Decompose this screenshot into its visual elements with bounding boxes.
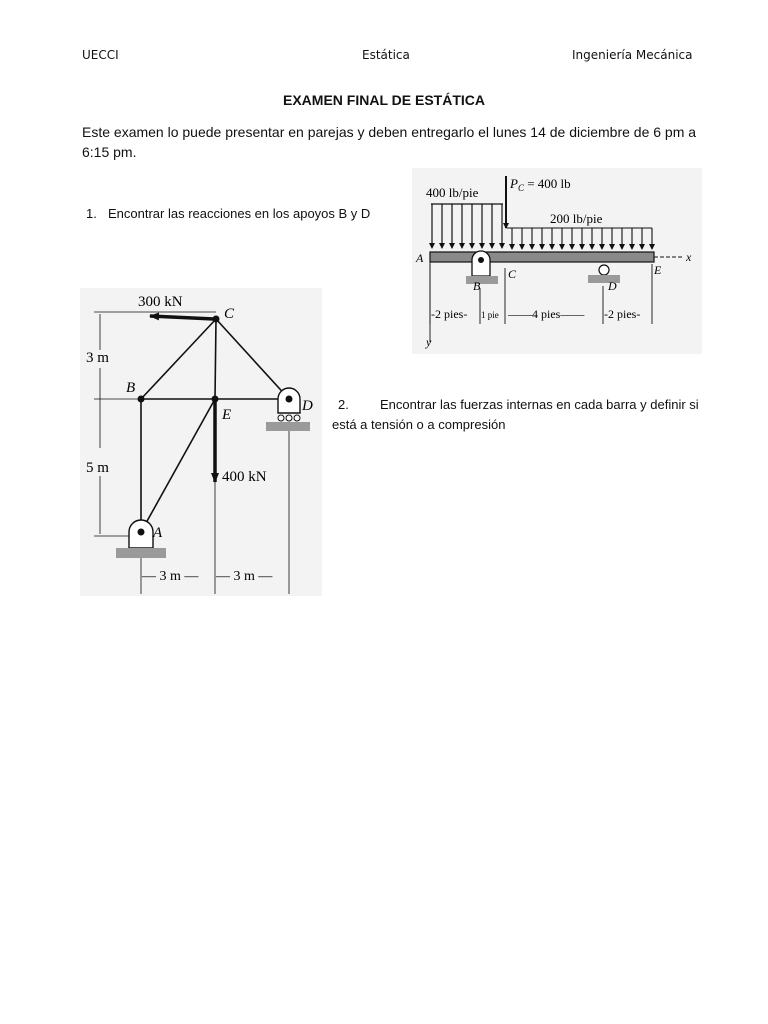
x-axis-label: x: [686, 250, 692, 264]
node-a-label: A: [153, 525, 163, 541]
exam-title: EXAMEN FINAL DE ESTÁTICA: [283, 92, 485, 108]
roller-support-d: [599, 265, 609, 275]
force-vertical-label: 400 kN: [222, 469, 267, 485]
header-right: Ingeniería Mecánica: [572, 48, 693, 62]
dim-horizontal-left-label: — 3 m —: [142, 569, 199, 584]
question-2-number: 2.: [338, 397, 349, 412]
beam: [430, 252, 654, 262]
question-2: [332, 395, 702, 435]
node-c-label: C: [224, 306, 235, 322]
y-axis-label: y: [426, 335, 432, 349]
dim-2-label: 1 pie: [481, 310, 499, 320]
truss-figure: [80, 288, 322, 596]
question-1-text: Encontrar las reacciones en los apoyos B y D: [108, 206, 371, 221]
point-b-label: B: [473, 279, 481, 293]
node-d-label: D: [302, 398, 313, 414]
point-c-label: C: [508, 267, 517, 281]
beam-figure: [412, 168, 702, 354]
dist-load-left-label: 400 lb/pie: [426, 185, 479, 200]
question-2-text: Encontrar las fuerzas internas en cada barra y definir si está a tensión o a compresión: [332, 397, 699, 432]
point-d-label: D: [608, 279, 617, 293]
point-e-label: E: [654, 263, 662, 277]
question-1-number: 1.: [86, 206, 97, 221]
dim-3-label: ——4 pies——: [508, 307, 585, 321]
question-1: [86, 206, 370, 221]
dim-vertical-bottom-label: 5 m: [86, 460, 109, 476]
header-left: UECCI: [82, 48, 119, 62]
dim-1-label: -2 pies-: [431, 307, 468, 321]
dim-horizontal-right-label: — 3 m —: [216, 569, 273, 584]
node-b-label: B: [126, 380, 136, 396]
dim-vertical-top-label: 3 m: [86, 350, 109, 366]
node-e-label: E: [222, 407, 232, 423]
intro-paragraph: Este examen lo puede presentar en parejas y deben entregarlo el lunes 14 de diciembre de 6 pm a 6:15 pm.: [82, 124, 697, 160]
pin-support-b: [472, 251, 490, 276]
header-center: Estática: [362, 48, 410, 62]
force-horizontal-label: 300 kN: [138, 294, 183, 310]
dist-load-right-label: 200 lb/pie: [550, 211, 603, 226]
dim-4-label: -2 pies-: [604, 307, 641, 321]
point-load-label: $P_C = 400$ lb: [510, 176, 571, 193]
point-a-label: A: [416, 251, 424, 265]
